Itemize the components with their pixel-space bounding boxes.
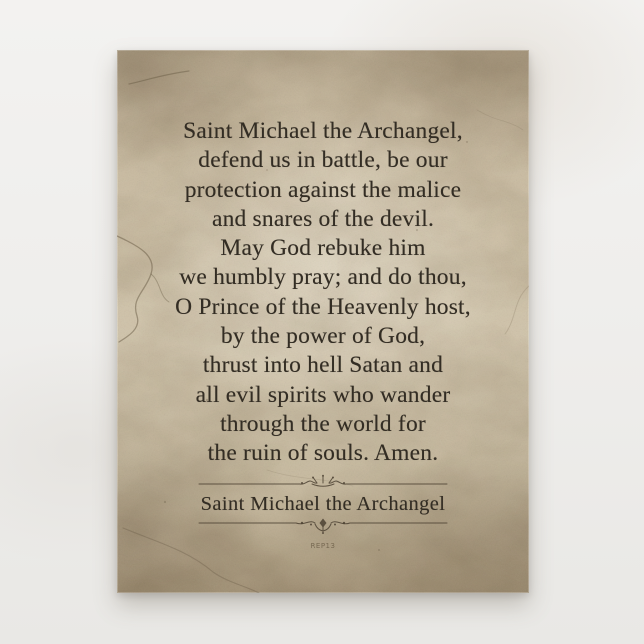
prayer-line: all evil spirits who wander [195,381,451,408]
prayer-line: thrust into hell Satan and [202,352,444,379]
prayer-line: Saint Michael the Archangel, [183,118,463,144]
postcard [117,50,529,593]
prayer-line: defend us in battle, be our [198,147,448,174]
prayer-line: O Prince of the Heavenly host, [175,293,471,320]
prayer-line: and snares of the devil. [211,205,435,232]
crown-flourish-divider-icon [198,474,448,490]
fleuron-divider-icon [198,517,448,535]
card-title: Saint Michael the Archangel [200,493,446,515]
prayer-line: the ruin of souls. Amen. [207,440,439,467]
prayer-line: May God rebuke him [220,235,426,262]
prayer-line: through the world for [220,410,426,437]
prayer-text-block [135,117,511,469]
artist-mark: REP13 [310,542,336,550]
card-footer [117,474,529,550]
prayer-line: we humbly pray; and do thou, [179,264,467,291]
prayer-line: by the power of God, [220,323,426,350]
prayer-line: protection against the malice [184,176,462,203]
